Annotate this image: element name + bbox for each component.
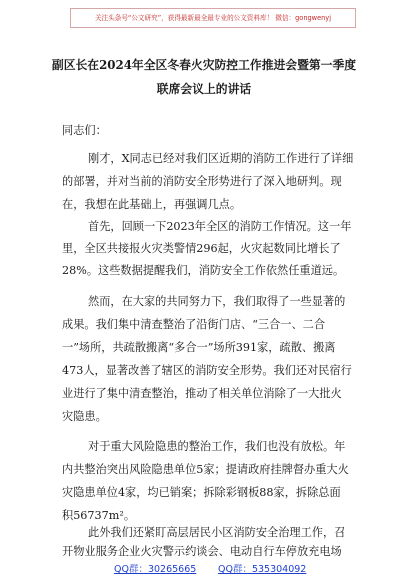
paragraph-line: 然而，在大家的共同努力下，我们取得了一些显著的 <box>88 295 346 308</box>
paragraph-line: 在，我想在此基础上，再强调几点。 <box>62 198 242 211</box>
paragraph-line: 473人，显著改善了辖区的消防安全形势。我们还对民宿行 <box>62 364 352 377</box>
paragraph-line: 一”场所，共疏散搬离“多合一”场所391家，疏散、搬离 <box>62 341 336 354</box>
paragraph-line: 成果。我们集中清查整治了沿街门店、“三合一、二合 <box>62 318 326 331</box>
paragraph-line: 内共整治突出风险隐患单位5家；提请政府挂牌督办重大火 <box>62 463 349 476</box>
qq-group-link-1[interactable]: QQ群：30265665 <box>114 564 197 575</box>
paragraph-line: 业进行了集中清查整治，推动了相关单位消除了一大批火 <box>62 387 342 400</box>
paragraph-line: 首先，回顾一下2023年全区的消防工作情况。这一年 <box>88 220 352 233</box>
paragraph-line: 刚才，X同志已经对我们区近期的消防工作进行了详细 <box>88 152 354 165</box>
paragraph-line: 28%。这些数据提醒我们，消防安全工作依然任重道远。 <box>62 264 345 277</box>
paragraph-line: 灾隐患。 <box>62 410 107 423</box>
qq-group-link-2[interactable]: QQ群：535304092 <box>218 564 307 575</box>
paragraph-line: 灾隐患单位4家，均已销案；拆除彩钢板88家，拆除总面 <box>62 486 341 499</box>
document-title-line-2: 联席会议上的讲话 <box>156 82 252 96</box>
header-banner: 关注头条号“公文研究”，获得最新最全最专业的公文资料库！ 微信：gongwenyj <box>70 8 356 28</box>
paragraph-line: 开物业服务企业火灾警示约谈会、电动自行车停放充电场 <box>62 545 342 558</box>
paragraph-line: 此外我们还紧盯高层居民小区消防安全治理工作，召 <box>88 526 346 539</box>
salutation: 同志们： <box>62 124 107 137</box>
document-title-line-1: 副区长在2024年全区冬春火灾防控工作推进会暨第一季度 <box>51 58 357 72</box>
paragraph-line: 对于重大风险隐患的整治工作，我们也没有放松。年 <box>88 440 346 453</box>
paragraph-line: 积56737m²。 <box>62 509 136 522</box>
paragraph-line: 的部署，并对当前的消防安全形势进行了深入地研判。现 <box>62 175 342 188</box>
footer <box>0 561 408 575</box>
paragraph-line: 里，全区共接报火灾类警情296起，火灾起数同比增长了 <box>62 242 341 255</box>
